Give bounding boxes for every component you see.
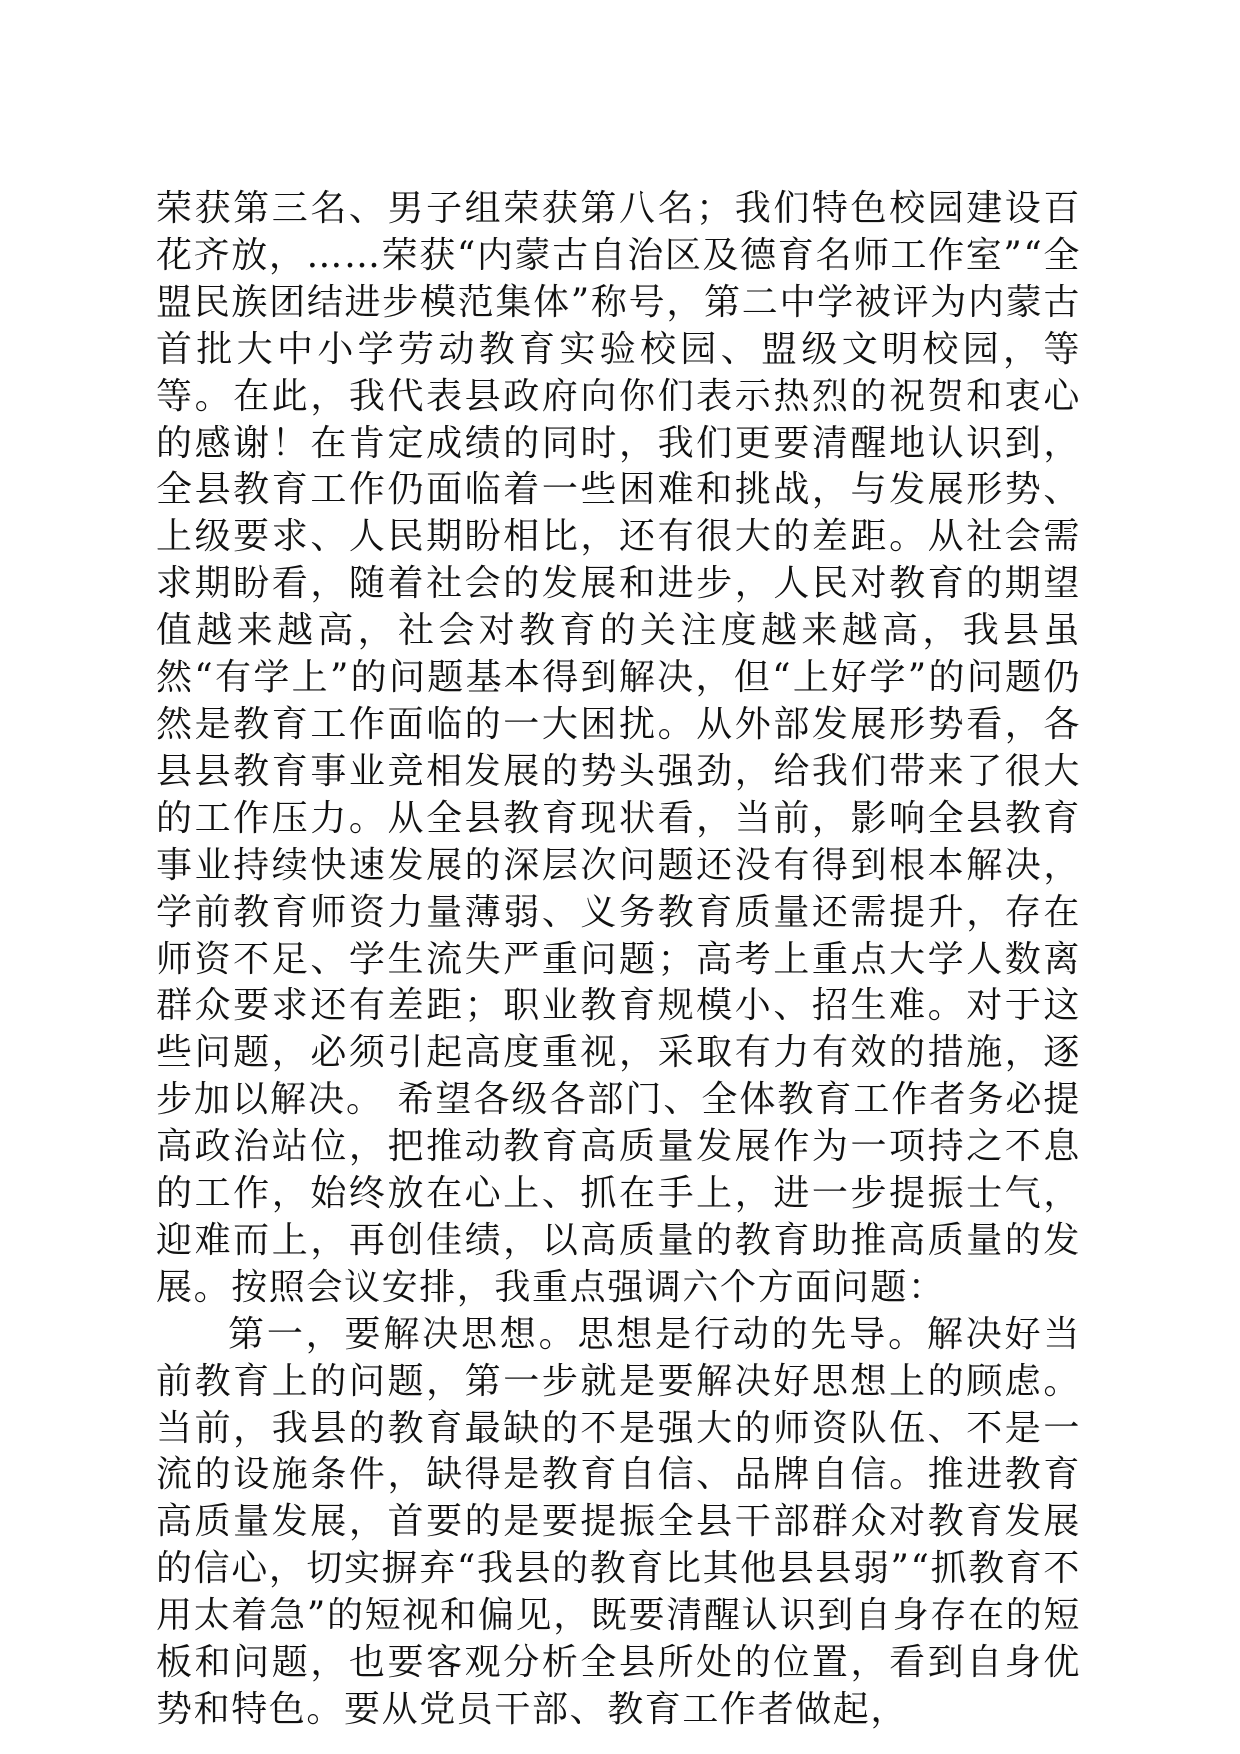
- paragraph-first-point: 第一，要解决思想。思想是行动的先导。解决好当前教育上的问题，第一步就是要解决好思想上的顾虑。当前，我县的教育最缺的不是强大的师资队伍、不是一流的设施条件，缺得是教育自信、品牌自信。推进教育高质量发展，首要的是要提振全县干部群众对教育发展的信心，切实摒弃“我县的教育比其他县县弱”“抓教育不用太着急”的短视和偏见，既要清醒认识到自身存在的短板和问题，也要客观分析全县所处的位置，看到自身优势和特色。要从党员干部、教育工作者做起，: [156, 1313, 1081, 1730]
- document-page: [156, 186, 1081, 1734]
- paragraph-continuation: 荣获第三名、男子组荣获第八名；我们特色校园建设百花齐放，……荣获“内蒙古自治区及德育名师工作室”“全盟民族团结进步模范集体”称号，第二中学被评为内蒙古首批大中小学劳动教育实验校园、盟级文明校园，等等。在此，我代表县政府向你们表示热烈的祝贺和衷心的感谢！在肯定成绩的同时，我们更要清醒地认识到，全县教育工作仍面临着一些困难和挑战，与发展形势、上级要求、人民期盼相比，还有很大的差距。从社会需求期盼看，随着社会的发展和进步，人民对教育的期望值越来越高，社会对教育的关注度越来越高，我县虽然“有学上”的问题基本得到解决，但“上好学”的问题仍然是教育工作面临的一大困扰。从外部发展形势看，各县县教育事业竞相发展的势头强劲，给我们带来了很大的工作压力。从全县教育现状看，当前，影响全县教育事业持续快速发展的深层次问题还没有得到根本解决，学前教育师资力量薄弱、义务教育质量还需提升，存在师资不足、学生流失严重问题；高考上重点大学人数离群众要求还有差距；职业教育规模小、招生难。对于这些问题，必须引起高度重视，采取有力有效的措施，逐步加以解决。 希望各级各部门、全体教育工作者务必提高政治站位，把推动教育高质量发展作为一项持之不息的工作，始终放在心上、抓在手上，进一步提振士气，迎难而上，再创佳绩，以高质量的教育助推高质量的发展。按照会议安排，我重点强调六个方面问题：: [156, 188, 1081, 1308]
